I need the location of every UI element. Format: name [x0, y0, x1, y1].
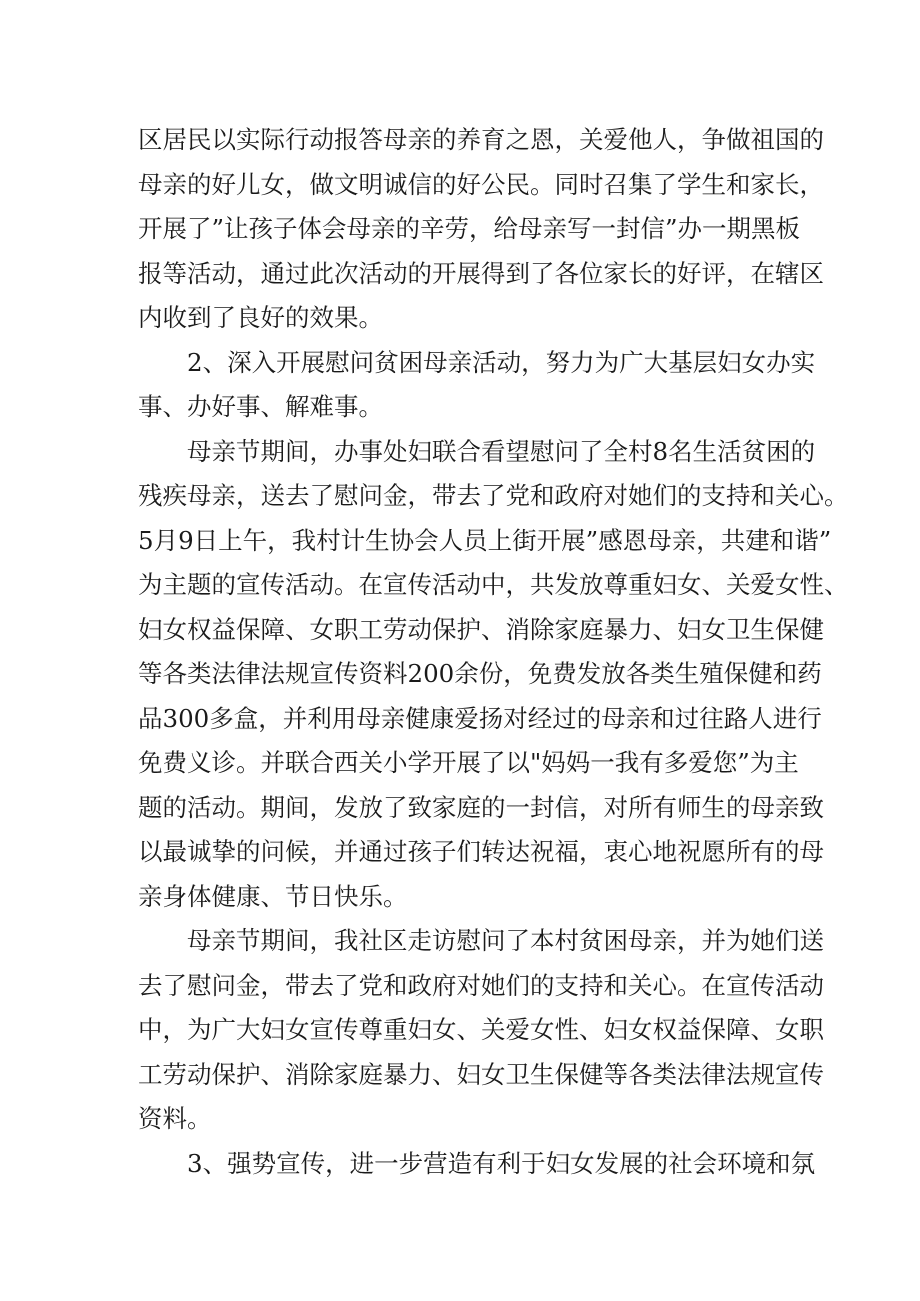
text-line: 残疾母亲，送去了慰问金，带去了党和政府对她们的支持和关心。 [138, 481, 849, 510]
section-heading-2: 2、深入开展慰问贫困母亲活动，努力为广大基层妇女办实 [187, 347, 816, 377]
text-line: 亲身体健康、节日快乐。 [138, 881, 408, 911]
text-line: 等各类法律法规宣传资料200余份，免费发放各类生殖保健和药 [138, 659, 822, 688]
text-line: 资料。 [138, 1104, 212, 1133]
text-line: 工劳动保护、消除家庭暴力、妇女卫生保健等各类法律法规宣传 [138, 1059, 824, 1089]
text-line: 5月9日上午，我村计生协会人员上街开展”感恩母亲，共建和谐” [138, 525, 832, 555]
document-body [138, 118, 849, 1186]
text-line: 中，为广大妇女宣传尊重妇女、关爱女性、妇女权益保障、女职 [138, 1015, 824, 1044]
text-line: 开展了”让孩子体会母亲的辛劳，给母亲写一封信”办一期黑板 [138, 214, 801, 243]
text-line: 母亲的好儿女，做文明诚信的好公民。同时召集了学生和家长， [138, 169, 824, 199]
text-line: 事、办好事、解难事。 [138, 392, 383, 421]
text-line: 内收到了良好的效果。 [138, 303, 383, 332]
text-line: 去了慰问金，带去了党和政府对她们的支持和关心。在宣传活动 [138, 970, 824, 1000]
paragraph-start: 母亲节期间，我社区走访慰问了本村贫困母亲，并为她们送 [187, 926, 824, 955]
text-line: 区居民以实际行动报答母亲的养育之恩，关爱他人，争做祖国的 [138, 125, 824, 154]
text-line: 报等活动，通过此次活动的开展得到了各位家长的好评，在辖区 [138, 258, 824, 288]
text-line: 题的活动。期间，发放了致家庭的一封信，对所有师生的母亲致 [138, 792, 824, 822]
text-line: 以最诚挚的问候，并通过孩子们转达祝福，衷心地祝愿所有的母 [138, 837, 824, 866]
text-line: 妇女权益保障、女职工劳动保护、消除家庭暴力、妇女卫生保健 [138, 614, 824, 644]
text-line: 品300多盒，并利用母亲健康爱扬对经过的母亲和过往路人进行 [138, 703, 822, 733]
text-line: 为主题的宣传活动。在宣传活动中，共发放尊重妇女、关爱女性、 [138, 570, 849, 599]
paragraph-start: 母亲节期间，办事处妇联合看望慰问了全村8名生活贫困的 [187, 436, 816, 466]
text-line: 免费义诊。并联合西关小学开展了以"妈妈一我有多爱您”为主 [138, 748, 799, 777]
section-heading-3: 3、强势宣传，进一步营造有利于妇女发展的社会环境和氛 [187, 1148, 816, 1178]
